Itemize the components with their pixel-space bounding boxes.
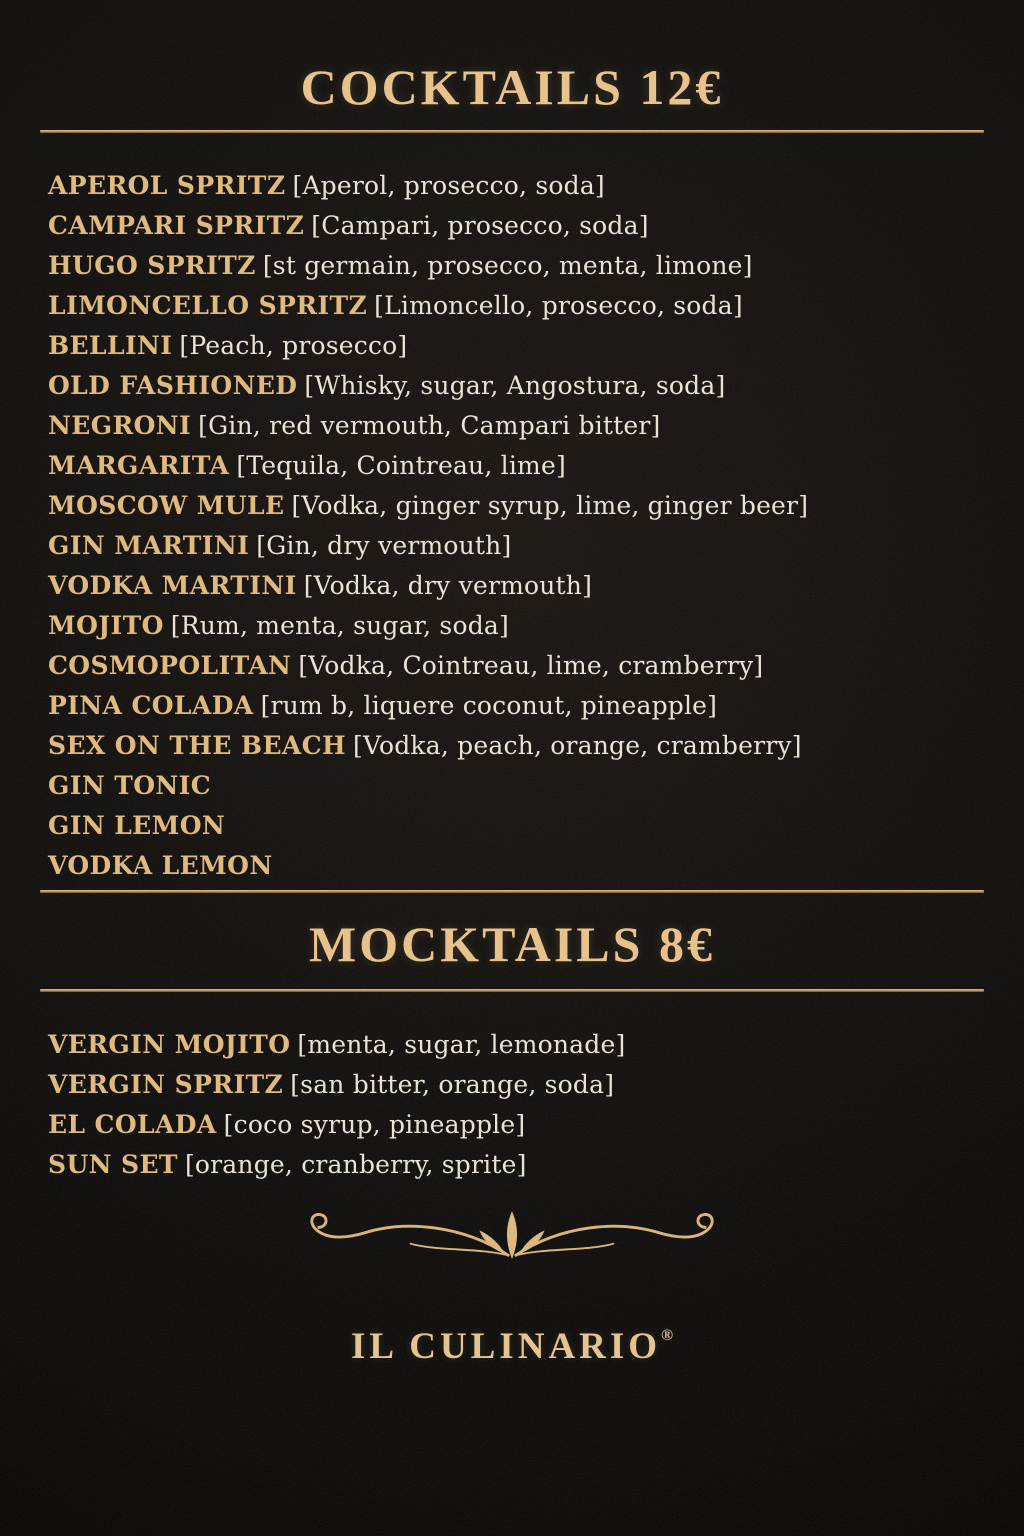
item-ingredients: [Vodka, ginger syrup, lime, ginger beer] [291, 491, 809, 520]
menu-item [48, 566, 1024, 606]
item-name: MOJITO [48, 611, 164, 640]
item-name: VERGIN SPRITZ [48, 1070, 284, 1099]
menu-item [48, 166, 1024, 206]
menu-item [48, 726, 1024, 766]
item-name: SUN SET [48, 1150, 178, 1179]
cocktails-list [0, 133, 1024, 886]
item-name: GIN LEMON [48, 811, 226, 840]
item-ingredients: [Gin, dry vermouth] [256, 531, 512, 560]
item-name: GIN MARTINI [48, 531, 250, 560]
item-ingredients: [menta, sugar, lemonade] [297, 1030, 626, 1059]
flourish-icon [292, 1207, 732, 1269]
item-name: APEROL SPRITZ [48, 171, 286, 200]
item-name: VODKA MARTINI [48, 571, 297, 600]
menu-item [48, 646, 1024, 686]
menu-item [48, 1065, 1024, 1105]
item-name: VODKA LEMON [48, 851, 273, 880]
menu-item [48, 1105, 1024, 1145]
menu-item [48, 486, 1024, 526]
brand-logo [0, 1325, 1024, 1368]
flourish-ornament [0, 1207, 1024, 1273]
menu-item [48, 606, 1024, 646]
brand-name: IL CULINARIO [350, 1326, 662, 1367]
item-ingredients: [Limoncello, prosecco, soda] [374, 291, 743, 320]
item-ingredients: [st germain, prosecco, menta, limone] [262, 251, 753, 280]
mocktails-list [0, 992, 1024, 1185]
item-ingredients: [Whisky, sugar, Angostura, soda] [304, 371, 726, 400]
section-title-cocktails: COCKTAILS 12€ [300, 59, 724, 115]
menu-item [48, 846, 1024, 886]
item-name: HUGO SPRITZ [48, 251, 256, 280]
item-ingredients: [Vodka, Cointreau, lime, cramberry] [298, 651, 764, 680]
menu-item [48, 1025, 1024, 1065]
item-name: GIN TONIC [48, 771, 212, 800]
menu-item [48, 526, 1024, 566]
item-name: OLD FASHIONED [48, 371, 298, 400]
item-name: PINA COLADA [48, 691, 254, 720]
item-name: VERGIN MOJITO [48, 1030, 291, 1059]
item-ingredients: [Peach, prosecco] [179, 331, 408, 360]
item-ingredients: [Tequila, Cointreau, lime] [236, 451, 566, 480]
menu-item [48, 806, 1024, 846]
menu-item [48, 206, 1024, 246]
item-name: CAMPARI SPRITZ [48, 211, 305, 240]
menu-item [48, 246, 1024, 286]
menu-item [48, 366, 1024, 406]
item-ingredients: [san bitter, orange, soda] [290, 1070, 615, 1099]
item-name: BELLINI [48, 331, 173, 360]
item-ingredients: [Aperol, prosecco, soda] [292, 171, 605, 200]
menu-item [48, 406, 1024, 446]
item-ingredients: [Vodka, dry vermouth] [303, 571, 593, 600]
item-name: NEGRONI [48, 411, 192, 440]
item-name: SEX ON THE BEACH [48, 731, 347, 760]
item-ingredients: [Campari, prosecco, soda] [311, 211, 649, 240]
item-ingredients: [coco syrup, pineapple] [223, 1110, 526, 1139]
registered-mark: ® [661, 1327, 674, 1344]
item-name: LIMONCELLO SPRITZ [48, 291, 368, 320]
item-ingredients: [Gin, red vermouth, Campari bitter] [198, 411, 661, 440]
menu-item [48, 286, 1024, 326]
item-name: EL COLADA [48, 1110, 217, 1139]
menu-item [48, 446, 1024, 486]
item-ingredients: [Vodka, peach, orange, cramberry] [353, 731, 802, 760]
menu-item [48, 766, 1024, 806]
item-ingredients: [orange, cranberry, sprite] [184, 1150, 527, 1179]
section-title-mocktails: MOCKTAILS 8€ [309, 916, 715, 972]
item-name: MOSCOW MULE [48, 491, 285, 520]
menu-item [48, 1145, 1024, 1185]
item-ingredients: [rum b, liquere coconut, pineapple] [260, 691, 718, 720]
divider [40, 890, 984, 893]
menu-item [48, 686, 1024, 726]
item-name: MARGARITA [48, 451, 230, 480]
item-ingredients: [Rum, menta, sugar, soda] [170, 611, 509, 640]
item-name: COSMOPOLITAN [48, 651, 292, 680]
menu-item [48, 326, 1024, 366]
